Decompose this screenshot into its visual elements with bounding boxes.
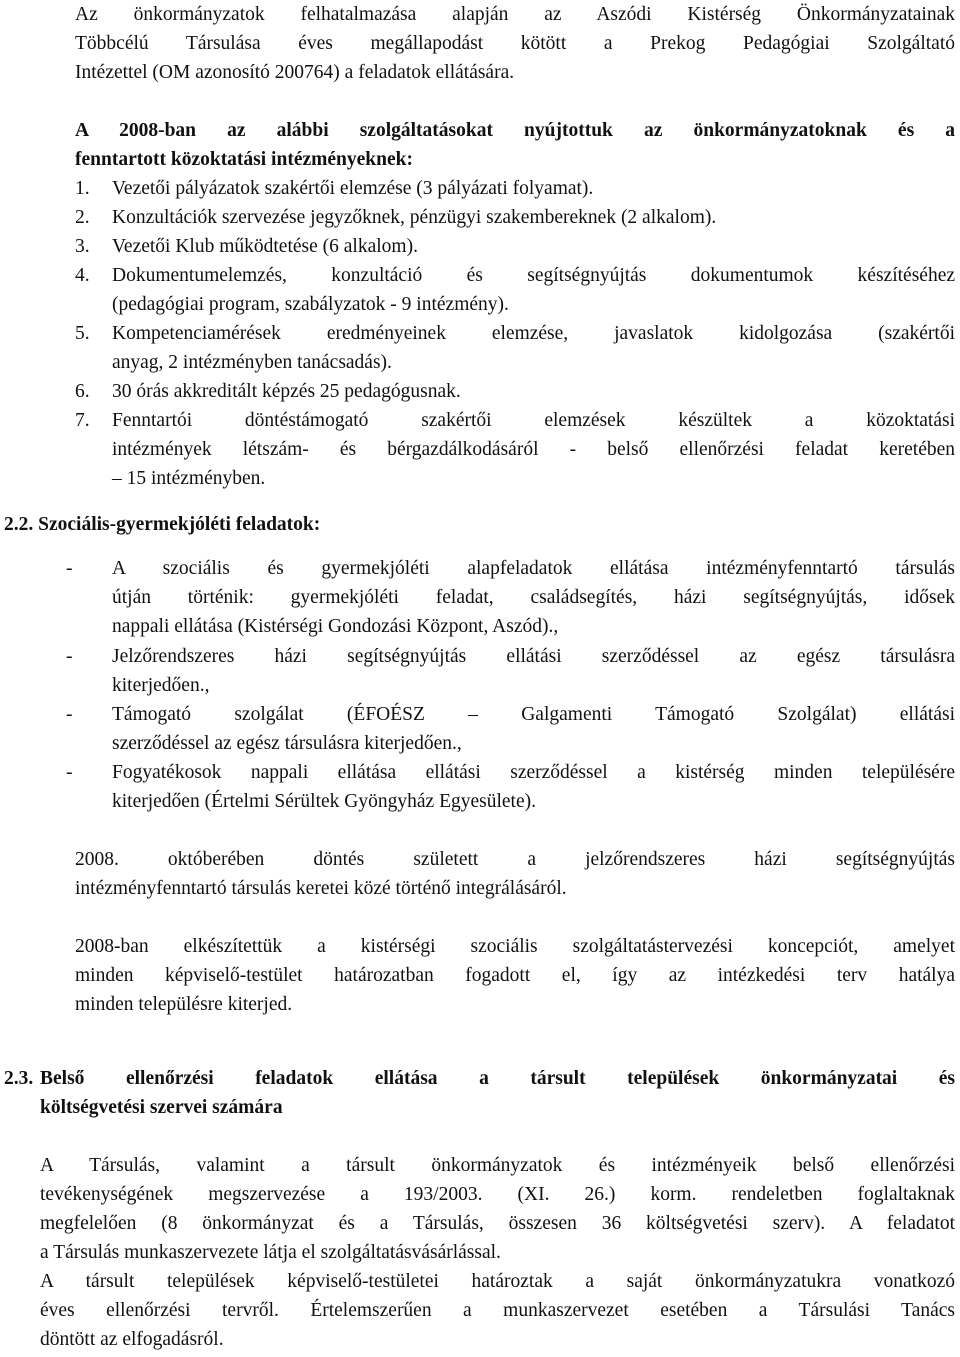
text-line: Fogyatékosok nappali ellátása ellátási szerződéssel a kistérség minden településére [112,762,955,783]
text-line: intézményfenntartó társulás keretei közé történő integrálásáról. [75,878,567,899]
text-line: 2008-ban elkészítettük a kistérségi szociális szolgáltatástervezési koncepciót, amelyet [75,936,955,957]
text-line: Fenntartói döntéstámogató szakértői elemzések készültek a közoktatási [112,410,955,431]
bullet-item [112,642,955,700]
bullet-dash: - [66,704,73,725]
text-line: Az önkormányzatok felhatalmazása alapján az Aszódi Kistérség Önkormányzatainak [75,4,955,25]
bullet-item [112,554,955,641]
list-number: 4. [75,265,90,286]
text-line: Kompetenciamérések eredményeinek elemzése, javaslatok kidolgozása (szakértői [112,323,955,344]
text-line: döntött az elfogadásról. [40,1329,224,1350]
text-line: anyag, 2 intézményben tanácsadás). [112,352,392,373]
paragraph [40,1151,955,1354]
text-line: intézmények létszám- és bérgazdálkodásáról - belső ellenőrzési feladat keretében [112,439,955,460]
text-line: szerződéssel az egész társulásra kiterjedően., [112,733,462,754]
text-line: fenntartott közoktatási intézményeknek: [75,149,413,170]
bullet-item [112,700,955,758]
text-line: A Társulás, valamint a társult önkormányzatok és intézményeik belső ellenőrzési [40,1155,955,1176]
text-line: Intézettel (OM azonosító 200764) a feladatok ellátására. [75,62,515,83]
list-item [112,174,955,203]
list-number: 3. [75,236,90,257]
section-number-2-3: 2.3. [4,1068,34,1089]
text-line: kiterjedően., [112,675,210,696]
text-line: minden képviselő-testület határozatban fogadott el, így az intézkedési terv hatálya [75,965,955,986]
list-item [112,377,955,406]
text-line: Belső ellenőrzési feladatok ellátása a társult települések önkormányzatai és [40,1068,955,1089]
text-line: (pedagógiai program, szabályzatok - 9 intézmény). [112,294,509,315]
list-number: 5. [75,323,90,344]
text-line: nappali ellátása (Kistérségi Gondozási Központ, Aszód)., [112,616,559,637]
bullet-dash: - [66,646,73,667]
text-line: költségvetési szervei számára [40,1097,283,1118]
text-line: útján történik: gyermekjóléti feladat, családsegítés, házi segítségnyújtás, idősek [112,587,955,608]
paragraph [75,932,955,1019]
list-item [112,319,955,377]
text-line: kiterjedően (Értelmi Sérültek Gyöngyház Egyesülete). [112,791,536,812]
list-number: 1. [75,178,90,199]
text-line: Dokumentumelemzés, konzultáció és segítségnyújtás dokumentumok készítéséhez [112,265,955,286]
list-item [112,232,955,261]
text-line: A társult települések képviselő-testületei határoztak a saját önkormányzatukra vonatkozó [40,1271,955,1292]
bullet-dash: - [66,762,73,783]
text-line: a Társulás munkaszervezete látja el szolgáltatásvásárlással. [40,1242,501,1263]
section-heading-2-3 [40,1064,955,1122]
text-line: Vezetői Klub működtetése (6 alkalom). [112,236,418,257]
paragraph [75,845,955,903]
section-heading-2-2: 2.2. Szociális-gyermekjóléti feladatok: [4,514,321,535]
text-line: Vezetői pályázatok szakértői elemzése (3 pályázati folyamat). [112,178,594,199]
text-line: 2008. októberében döntés született a jelzőrendszeres házi segítségnyújtás [75,849,955,870]
bullet-item [112,758,955,816]
text-line: tevékenységének megszervezése a 193/2003. (XI. 26.) korm. rendeletben foglaltaknak [40,1184,955,1205]
list-number: 7. [75,410,90,431]
text-line: – 15 intézményben. [112,468,266,489]
list-item [112,406,955,493]
text-line: 30 órás akkreditált képzés 25 pedagógusnak. [112,381,461,402]
text-line: Konzultációk szervezése jegyzőknek, pénzügyi szakembereknek (2 alkalom). [112,207,717,228]
list-item [112,261,955,319]
text-line: Jelzőrendszeres házi segítségnyújtás ellátási szerződéssel az egész társulásra [112,646,955,667]
list-number: 6. [75,381,90,402]
text-line: minden településre kiterjed. [75,994,293,1015]
list-number: 2. [75,207,90,228]
bullet-dash: - [66,558,73,579]
text-line: A 2008-ban az alábbi szolgáltatásokat nyújtottuk az önkormányzatoknak és a [75,120,955,141]
text-line: Többcélú Társulása éves megállapodást kötött a Prekog Pedagógiai Szolgáltató [75,33,955,54]
text-line: éves ellenőrzési tervről. Értelemszerűen a munkaszervezet esetében a Társulási Tanács [40,1300,955,1321]
text-line: megfelelően (8 önkormányzat és a Társulás, összesen 36 költségvetési szerv). A feladatot [40,1213,955,1234]
services-heading [75,116,955,174]
text-line: Támogató szolgálat (ÉFOÉSZ – Galgamenti Támogató Szolgálat) ellátási [112,704,955,725]
list-item [112,203,955,232]
text-line: A szociális és gyermekjóléti alapfeladatok ellátása intézményfenntartó társulás [112,558,955,579]
intro-paragraph [75,0,955,87]
